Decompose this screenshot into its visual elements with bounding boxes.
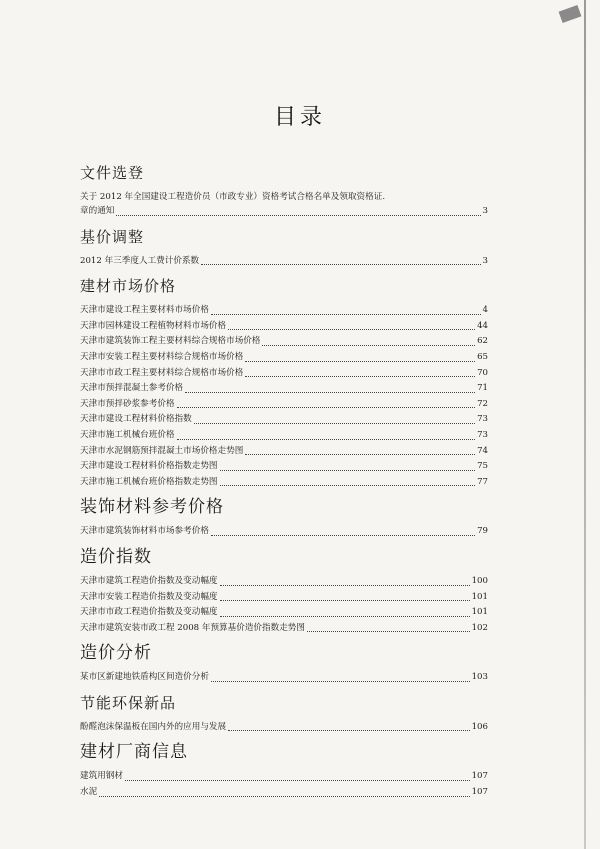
leader-dots: [177, 439, 476, 440]
leader-dots: [220, 616, 470, 617]
leader-dots: [245, 454, 475, 455]
toc-entry[interactable]: [80, 590, 488, 606]
toc-entry[interactable]: [80, 381, 488, 397]
toc-entry[interactable]: [80, 334, 488, 350]
leader-dots: [99, 796, 469, 797]
leader-dots: [201, 264, 480, 265]
toc-entry-page: 106: [471, 721, 488, 732]
toc-entry-page: 71: [477, 383, 488, 394]
toc-entry[interactable]: [80, 303, 488, 319]
toc-entry-page: 65: [477, 351, 488, 362]
toc-entry-text: 2012 年三季度人工费计价系数: [80, 255, 200, 266]
toc-entry-text: 某市区新建地铁盾构区间造价分析: [80, 672, 209, 683]
toc-entry-text: 水泥: [80, 787, 98, 798]
toc-entry-page: 72: [477, 398, 488, 409]
leader-dots: [245, 376, 475, 377]
toc-entry-text: 天津市施工机械台班价格: [80, 429, 175, 440]
leader-dots: [185, 392, 475, 393]
toc-entry[interactable]: [80, 670, 488, 686]
leader-dots: [125, 780, 470, 781]
leader-dots: [307, 631, 470, 632]
toc-entry-page: 79: [477, 526, 488, 537]
toc-entry-text: 天津市市政工程造价指数及变动幅度: [80, 607, 218, 618]
toc-entry-page: 74: [477, 445, 488, 456]
leader-dots: [211, 314, 481, 315]
toc-section-cost-analysis: [80, 642, 488, 686]
toc-entry[interactable]: [80, 605, 488, 621]
toc-entry[interactable]: [80, 459, 488, 475]
toc-entry[interactable]: [80, 204, 488, 220]
toc-entry-text: 天津市建设工程材料价格指数走势图: [80, 461, 218, 472]
toc-entry-text: 天津市预拌混凝土参考价格: [80, 383, 184, 394]
toc-entry-text: 天津市水泥钢筋预拌混凝土市场价格走势图: [80, 445, 244, 456]
toc-entry[interactable]: [80, 785, 488, 801]
toc-entry-page: 73: [477, 429, 488, 440]
toc-entry[interactable]: [80, 254, 488, 270]
section-title: 装饰材料参考价格: [80, 497, 224, 518]
toc-entry-text: 天津市建设工程材料价格指数: [80, 414, 192, 425]
section-title: 基价调整: [80, 227, 145, 246]
toc-entry-page: 107: [471, 771, 488, 782]
toc-entry-page: 100: [471, 575, 488, 586]
leader-dots: [211, 681, 470, 682]
toc-entry[interactable]: [80, 769, 488, 785]
toc-entry-page: 102: [471, 622, 488, 633]
section-title: 建材厂商信息: [80, 742, 188, 763]
toc-section-cost-index: [80, 546, 488, 636]
toc-entry-page: 3: [482, 206, 488, 216]
toc-entry[interactable]: [80, 524, 488, 540]
toc-entry-page: 77: [477, 476, 488, 487]
toc-entry-text: 天津市建筑装饰工程主要材料综合规格市场价格: [80, 336, 261, 347]
toc-entry[interactable]: [80, 350, 488, 366]
leader-dots: [211, 535, 475, 536]
toc-section-decoration-prices: [80, 496, 488, 540]
toc-section-green-products: [80, 692, 488, 736]
leader-dots: [220, 470, 476, 471]
leader-dots: [245, 361, 475, 362]
toc-entry-text: 天津市施工机械台班价格指数走势图: [80, 476, 218, 487]
toc-entry-text-line: 关于 2012 年全国建设工程造价员（市政专业）资格考试合格名单及领取资格证.: [80, 192, 386, 202]
leader-dots: [177, 407, 476, 408]
leader-dots: [228, 329, 475, 330]
scan-corner-mark: [559, 5, 582, 23]
leader-dots: [220, 600, 470, 601]
toc-entry[interactable]: [80, 319, 488, 335]
toc-entry-page: 107: [471, 787, 488, 798]
toc-entry-text: 天津市市政工程主要材料综合规格市场价格: [80, 367, 244, 378]
leader-dots: [194, 423, 475, 424]
toc-entry-page: 101: [471, 591, 488, 602]
toc-entry-text: 天津市建筑工程造价指数及变动幅度: [80, 575, 218, 586]
toc-entry[interactable]: [80, 412, 488, 428]
toc-entry[interactable]: [80, 444, 488, 460]
section-title: 建材市场价格: [80, 277, 177, 296]
toc-entry-page: 44: [477, 320, 488, 331]
toc-entry-text: 酚醛泡沫保温板在国内外的应用与发展: [80, 721, 227, 732]
toc-entry-text: 天津市建筑安装市政工程 2008 年预算基价造价指数走势图: [80, 622, 305, 633]
leader-dots: [262, 345, 475, 346]
leader-dots: [116, 215, 480, 216]
toc-entry[interactable]: [80, 428, 488, 444]
toc-entry-text: 天津市安装工程主要材料综合规格市场价格: [80, 351, 244, 362]
toc-entry-page: 73: [477, 414, 488, 425]
toc-entry-text: 天津市建筑装饰材料市场参考价格: [80, 526, 209, 537]
toc-entry-page: 3: [482, 255, 488, 266]
leader-dots: [228, 730, 469, 731]
toc-entry-page: 4: [482, 305, 488, 316]
toc-section-documents: [80, 162, 488, 220]
section-title: 造价分析: [80, 643, 152, 664]
toc-entry-text: 建筑用钢材: [80, 771, 123, 782]
toc-entry-page: 103: [471, 672, 488, 683]
leader-dots: [220, 585, 470, 586]
toc-section-price-adjustment: [80, 226, 488, 270]
leader-dots: [220, 485, 476, 486]
toc-entry-page: 70: [477, 367, 488, 378]
toc-entry[interactable]: [80, 475, 488, 491]
section-title: 节能环保新品: [80, 693, 177, 712]
toc-entry[interactable]: [80, 574, 488, 590]
section-title: 造价指数: [80, 546, 152, 567]
toc-entry-text: 天津市预拌砂浆参考价格: [80, 398, 175, 409]
toc-entry-page: 101: [471, 607, 488, 618]
toc-entry-page: 75: [477, 461, 488, 472]
toc-entry[interactable]: [80, 720, 488, 736]
toc-entry-page: 62: [477, 336, 488, 347]
toc-entry[interactable]: [80, 366, 488, 382]
page-title: 目录: [273, 105, 326, 130]
toc-entry-text: 章的通知: [80, 206, 115, 216]
toc-entry[interactable]: [80, 621, 488, 637]
toc-entry-text: 天津市安装工程造价指数及变动幅度: [80, 591, 218, 602]
toc-entry-text: 天津市建设工程主要材料市场价格: [80, 305, 209, 316]
toc-section-material-prices: [80, 275, 488, 490]
section-title: 文件选登: [80, 164, 145, 182]
toc-entry[interactable]: [80, 397, 488, 413]
toc-section-manufacturers: [80, 741, 488, 800]
table-of-contents: [80, 162, 488, 807]
toc-entry-text: 天津市园林建设工程植物材料市场价格: [80, 320, 227, 331]
